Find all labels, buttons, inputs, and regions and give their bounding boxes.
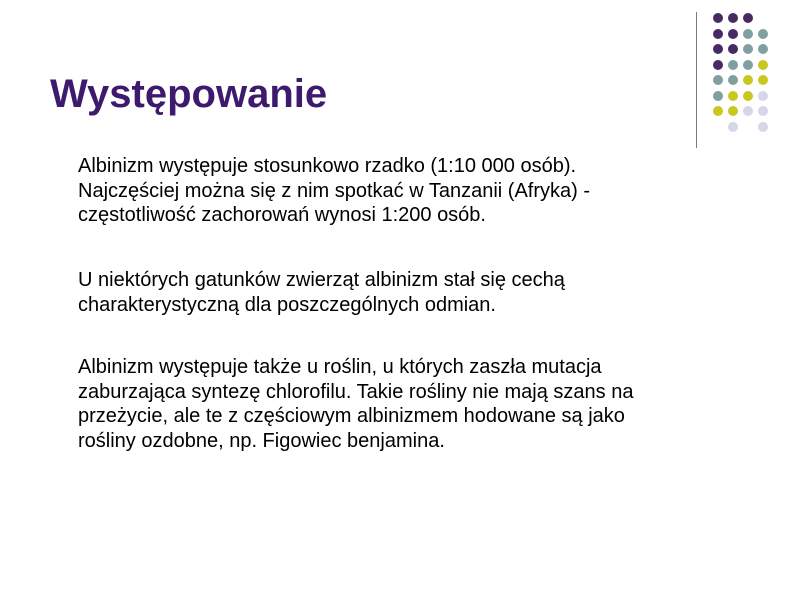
- decorative-dot-lavender: [743, 106, 753, 116]
- decorative-dot-yellow: [713, 106, 723, 116]
- decorative-dot-purple: [713, 29, 723, 39]
- decorative-dot-lavender: [758, 91, 768, 101]
- decorative-dot-teal: [758, 44, 768, 54]
- decorative-dot-yellow: [743, 75, 753, 85]
- decorative-dot-purple: [728, 29, 738, 39]
- decorative-dot-teal: [758, 29, 768, 39]
- paragraph-occurrence: Albinizm występuje stosunkowo rzadko (1:10 000 osób). Najczęściej można się z nim spotkać w Tanzanii (Afryka) - częstotliwość zachorowań wynosi 1:200 osób.: [78, 155, 591, 226]
- decorative-dot-teal: [728, 75, 738, 85]
- decorative-dot-purple: [728, 13, 738, 23]
- decorative-dot-purple: [743, 13, 753, 23]
- paragraph-animals: U niektórych gatunków zwierząt albinizm stał się cechą charakterystyczną dla poszczególnych odmian.: [78, 269, 565, 316]
- decorative-dot-yellow: [728, 91, 738, 101]
- decorative-dot-yellow: [743, 91, 753, 101]
- decorative-dot-yellow: [728, 106, 738, 116]
- decorative-dot-purple: [728, 44, 738, 54]
- decorative-dot-lavender: [728, 122, 738, 132]
- decorative-dot-teal: [743, 60, 753, 70]
- decorative-dot-lavender: [758, 106, 768, 116]
- decorative-dot-lavender: [758, 122, 768, 132]
- decorative-dot-teal: [713, 75, 723, 85]
- decorative-dot-yellow: [758, 60, 768, 70]
- slide-title: Występowanie: [50, 72, 328, 116]
- decorative-dot-teal: [743, 29, 753, 39]
- decorative-dot-yellow: [758, 75, 768, 85]
- decorative-dot-purple: [713, 44, 723, 54]
- paragraph-plants: Albinizm występuje także u roślin, u których zaszła mutacja zaburzająca syntezę chlorofilu. Takie rośliny nie mają szans na przeżycie, ale te z częściowym albinizmem hodowane są jako rośliny ozdobne, np. Figowiec benjamina.: [78, 356, 634, 452]
- decorative-dot-teal: [728, 60, 738, 70]
- decorative-divider-line: [696, 12, 697, 148]
- decorative-dot-purple: [713, 13, 723, 23]
- decorative-dot-purple: [713, 60, 723, 70]
- decorative-dot-teal: [743, 44, 753, 54]
- decorative-dot-teal: [713, 91, 723, 101]
